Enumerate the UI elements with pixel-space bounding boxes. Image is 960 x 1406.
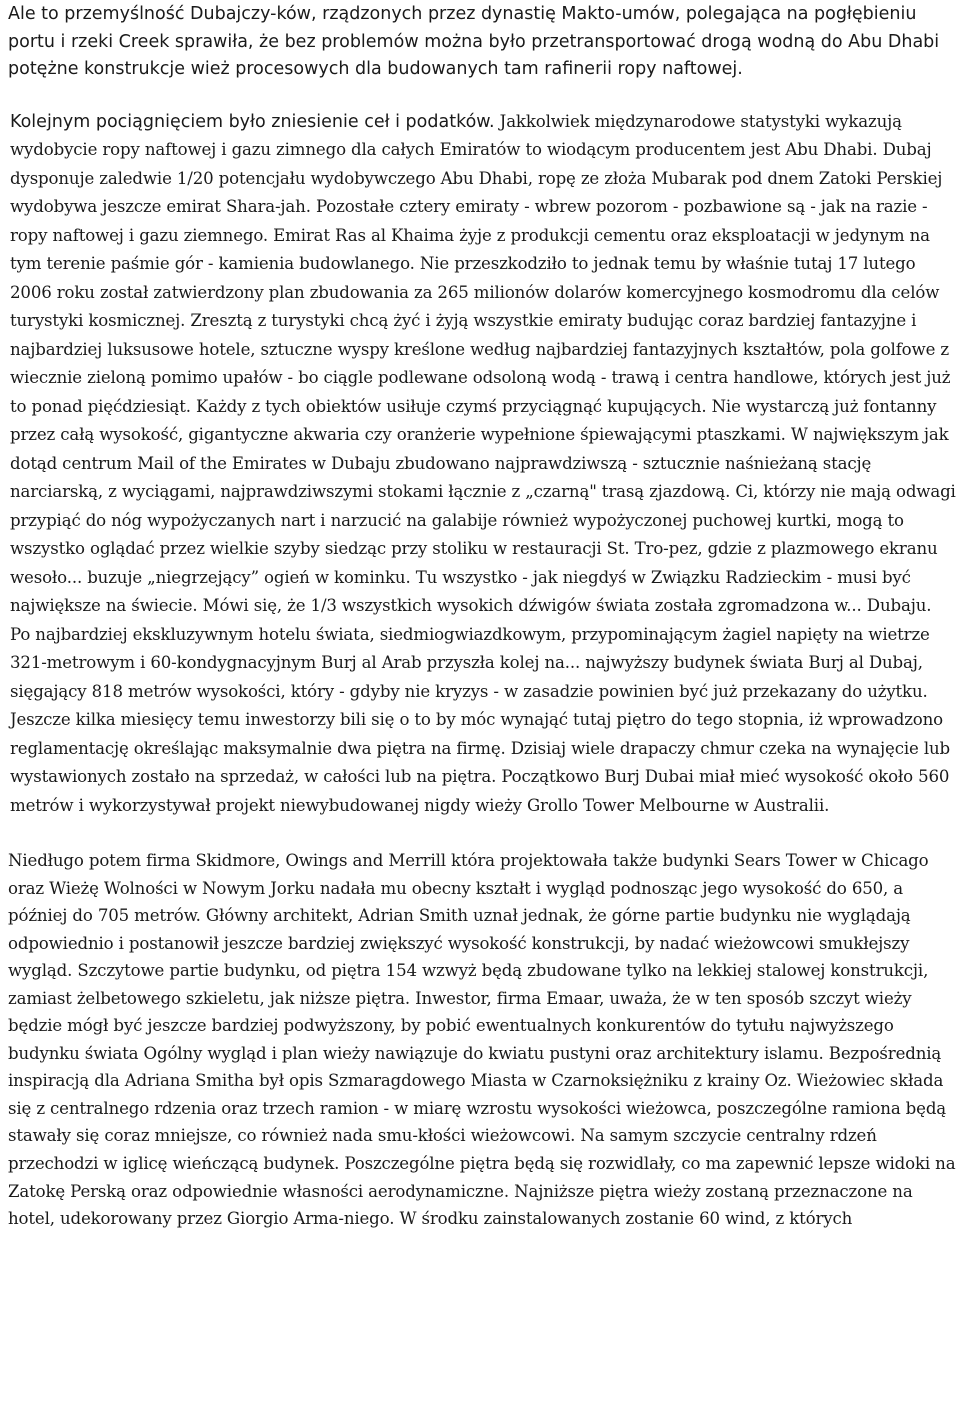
paragraph-2-body: Jakkolwiek międzynarodowe statystyki wykazują wydobycie ropy naftowej i gazu zimnego dla całych Emiratów to wiodącym producentem jest Abu Dhabi. Dubaj dysponuje zaledwie 1/20 potencjału wydobywczego Abu Dhabi, ropę ze złoża Mubarak pod dnem Zatoki Perskiej wydobywa jeszcze emirat Shara-jah. Pozostałe cztery emiraty - wbrew pozorom - pozbawione są - jak na razie - ropy naftowej i gazu ziemnego. Emirat Ras al Khaima żyje z produkcji cementu oraz eksploatacji w jedynym na tym terenie paśmie gór - kamienia budowlanego. Nie przeszkodziło to jednak temu by właśnie tutaj 17 lutego 2006 roku został zatwierdzony plan zbudowania za 265 milionów dolarów komercyjnego kosmodromu dla celów turystyki kosmicznej. Zresztą z turystyki chcą żyć i żyją wszystkie emiraty budując coraz bardziej fantazyjne i najbardziej luksusowe hotele, sztuczne wyspy kreślone według najbardziej fantazyjnych kształtów, pola golfowe z wiecznie zieloną pomimo upałów - bo ciągle podlewane odsoloną wodą - trawą i centra handlowe, których jest już to ponad pięćdziesiąt. Każdy z tych obiektów usiłuje czymś przyciągnąć kupujących. Nie wystarczą już fontanny przez całą wysokość, gigantyczne akwaria czy oranżerie wypełnione śpiewającymi ptaszkami. W największym jak dotąd centrum Mail of the Emirates w Dubaju zbudowano najprawdziwszą - sztucznie naśnieżaną stację narciarską, z wyciągami, najprawdziwszymi stokami łącznie z „czarną" trasą zjazdową. Ci, którzy nie mają odwagi przypiąć do nóg wypożyczanych nart i narzucić na galabije również wypożyczonej puchowej kurtki, mogą to wszystko oglądać przez wielkie szyby siedząc przy stoliku w restauracji St. Tro-pez, gdzie z plazmowego ekranu wesoło... buzuje „niegrzejący” ogień w kominku. Tu wszystko - jak niegdyś w Związku Radzieckim - musi być największe na świecie. Mówi się, że 1/3 wszystkich wysokich dźwigów świata została zgromadzona w... Dubaju. Po najbardziej ekskluzywnym hotelu świata, siedmiogwiazdkowym, przypominającym żagiel napięty na wietrze 321-metrowym i 60-kondygnacyjnym Burj al Arab przyszła kolej na... najwyższy budynek świata Burj al Dubaj, sięgający 818 metrów wysokości, który - gdyby nie kryzys - w zasadzie powinien być już przekazany do użytku. Jeszcze kilka miesięcy temu inwestorzy bili się o to by móc wynająć tutaj piętro do tego stopnia, iż wprowadzono reglamentację określając maksymalnie dwa piętra na firmę. Dzisiaj wiele drapaczy chmur czeka na wynajęcie lub wystawionych zostało na sprzedaż, w całości lub na piętra. Początkowo Burj Dubai miał mieć wysokość około 560 metrów i wykorzystywał projekt niewybudowanej nigdy wieży Grollo Tower Melbourne w Australii. (10, 111, 956, 815)
paragraph-2-lead: Kolejnym pociągnięciem było zniesienie ceł i podatków. (10, 111, 495, 132)
intro-paragraph: Ale to przemyślność Dubajczy-ków, rządzonych przez dynastię Makto-umów, polegająca na pogłębieniu portu i rzeki Creek sprawiła, że bez problemów można było przetransportować drogą wodną do Abu Dhabi potężne konstrukcje wież procesowych dla budowanych tam rafinerii ropy naftowej. (8, 4, 940, 79)
document-page (8, 0, 956, 1233)
paragraph-3: Niedługo potem firma Skidmore, Owings and Merrill która projektowała także budynki Sears Tower w Chicago oraz Wieżę Wolności w Nowym Jorku nadała mu obecny kształt i wygląd podnosząc jego wysokość do 650, a później do 705 metrów. Główny architekt, Adrian Smith uznał jednak, że górne partie budynku nie wyglądają odpowiednio i postanowił jeszcze bardziej zwiększyć wysokość konstrukcji, by nadać wieżowcowi smukłejszy wygląd. Szczytowe partie budynku, od piętra 154 wzwyż będą zbudowane tylko na lekkiej stalowej konstrukcji, zamiast żelbetowego szkieletu, jak niższe piętra. Inwestor, firma Emaar, uważa, że w ten sposób szczyt wieży będzie mógł być jeszcze bardziej podwyższony, by pobić ewentualnych konkurentów do tytułu najwyższego budynku świata Ogólny wygląd i plan wieży nawiązuje do kwiatu pustyni oraz architektury islamu. Bezpośrednią inspiracją dla Adriana Smitha był opis Szmaragdowego Miasta w Czarnoksiężniku z krainy Oz. Wieżowiec składa się z centralnego rdzenia oraz trzech ramion - w miarę wzrostu wysokości wieżowca, poszczególne ramiona będą stawały się coraz mniejsze, co również nada smu-kłości wieżowcowi. Na samym szczycie centralny rdzeń przechodzi w iglicę wieńczącą budynek. Poszczególne piętra będą się rozwidlały, co ma zapewnić lepsze widoki na Zatokę Perską oraz odpowiednie własności aerodynamiczne. Najniższe piętra wieży zostaną przeznaczone na hotel, udekorowany przez Giorgio Arma-niego. W środku zainstalowanych zostanie 60 wind, z których (8, 851, 956, 1229)
paragraph-2 (8, 84, 956, 821)
